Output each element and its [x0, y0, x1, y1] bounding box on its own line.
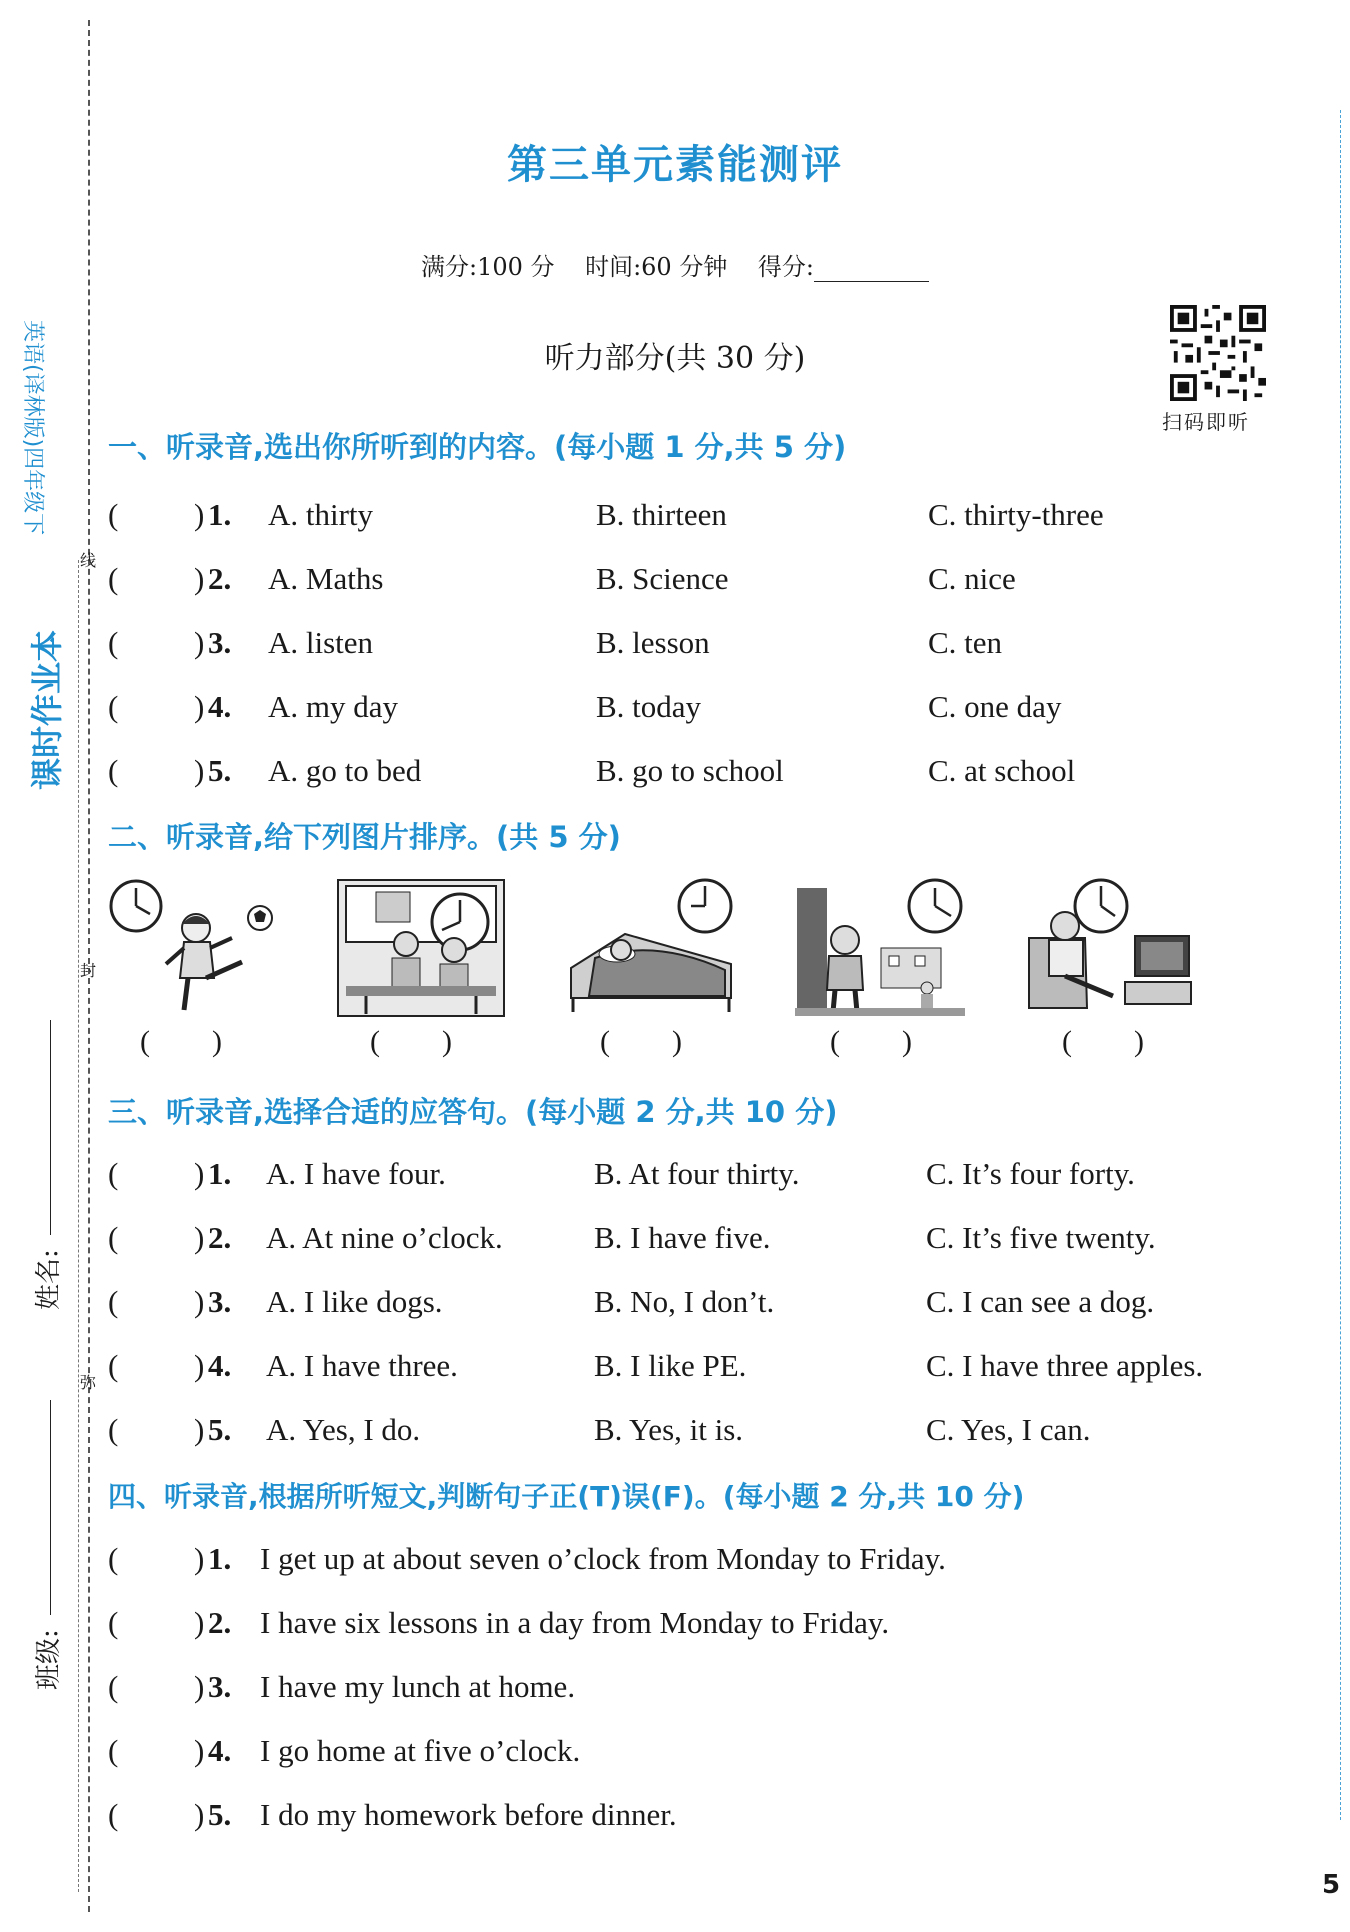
answer-paren-close: ) [194, 1541, 205, 1576]
answer-paren-close: ) [194, 1605, 205, 1640]
section1-heading: 一、听录音,选出你所听到的内容。(每小题 1 分,共 5 分) [108, 430, 847, 464]
listening-points: (共 30 分) [664, 341, 806, 376]
listening-title [0, 333, 1350, 377]
s4-question-1 [108, 1541, 1258, 1581]
question-number: 3. [208, 1669, 232, 1704]
option-a[interactable]: A. Maths [268, 561, 384, 596]
answer-paren-close: ) [194, 1733, 205, 1768]
picture-boy-playing-football [108, 878, 278, 1018]
answer-paren-close: ) [194, 689, 205, 724]
statement-text: I get up at about seven o’clock from Monday to Friday. [260, 1541, 946, 1576]
option-a[interactable]: A. my day [268, 689, 399, 724]
option-c[interactable]: C. thirty-three [928, 497, 1104, 532]
s3-question-4 [108, 1348, 1258, 1388]
answer-paren-close: ) [194, 625, 205, 660]
s4-question-2 [108, 1605, 1258, 1645]
question-number: 3. [208, 625, 232, 660]
listening-title-text: 听力部分 [544, 341, 665, 376]
answer-paren-open[interactable]: ( [108, 497, 119, 532]
class-label: 班级: [34, 1629, 64, 1690]
exam-meta [0, 247, 1350, 282]
option-c[interactable]: C. It’s four forty. [926, 1156, 1135, 1191]
question-number: 5. [208, 1797, 232, 1832]
picture-students-in-class [336, 878, 506, 1018]
option-a[interactable]: A. Yes, I do. [266, 1412, 421, 1447]
question-number: 1. [208, 497, 232, 532]
question-number: 4. [208, 1733, 232, 1768]
question-number: 4. [208, 1348, 232, 1383]
option-c[interactable]: C. at school [928, 753, 1076, 788]
qr-code-icon[interactable] [1170, 305, 1266, 401]
book-brand [22, 590, 66, 790]
qr-label: 扫码即听 [1162, 410, 1250, 434]
answer-paren-open[interactable]: ( [108, 1733, 119, 1768]
answer-paren-close: ) [194, 561, 205, 596]
statement-text: I have six lessons in a day from Monday to Friday. [260, 1605, 890, 1640]
picture-answer-5[interactable]: ( ) [1062, 1025, 1144, 1058]
book-brand-text: 课时作业本 [28, 629, 66, 790]
option-b[interactable]: B. go to school [596, 753, 784, 788]
option-b[interactable]: B. Yes, it is. [594, 1412, 744, 1447]
option-b[interactable]: B. No, I don’t. [594, 1284, 775, 1319]
class-blank[interactable] [50, 1400, 51, 1615]
cut-line-inner [78, 560, 79, 1892]
option-c[interactable]: C. It’s five twenty. [926, 1220, 1156, 1255]
cut-mark-close: 弥 [80, 1373, 97, 1392]
option-a[interactable]: A. At nine o’clock. [266, 1220, 503, 1255]
answer-paren-open[interactable]: ( [108, 689, 119, 724]
option-a[interactable]: A. I have three. [266, 1348, 458, 1383]
section3-heading: 三、听录音,选择合适的应答句。(每小题 2 分,共 10 分) [108, 1095, 838, 1129]
cut-mark-line: 线 [80, 551, 97, 570]
question-number: 5. [208, 1412, 232, 1447]
s3-question-1 [108, 1156, 1258, 1196]
answer-paren-open[interactable]: ( [108, 753, 119, 788]
option-a[interactable]: A. listen [268, 625, 374, 660]
binding-margin [0, 0, 110, 1932]
option-b[interactable]: B. lesson [596, 625, 710, 660]
answer-paren-close: ) [194, 1797, 205, 1832]
page-title: 第三单元素能测评 [507, 142, 843, 188]
s1-question-3 [108, 625, 1208, 665]
s1-question-5 [108, 753, 1208, 793]
name-label: 姓名: [34, 1249, 64, 1310]
answer-paren-open[interactable]: ( [108, 1348, 119, 1383]
answer-paren-open[interactable]: ( [108, 1669, 119, 1704]
question-number: 2. [208, 1220, 232, 1255]
book-subtitle: 英语(译林版)四年级下 [20, 320, 45, 536]
s1-question-4 [108, 689, 1208, 729]
statement-text: I do my homework before dinner. [260, 1797, 677, 1832]
option-c[interactable]: C. one day [928, 689, 1062, 724]
s1-question-1 [108, 497, 1208, 537]
answer-paren-close: ) [194, 1669, 205, 1704]
picture-boy-walking-home [795, 878, 965, 1018]
page-number: 5 [1322, 1870, 1341, 1900]
section2-heading: 二、听录音,给下列图片排序。(共 5 分) [108, 820, 621, 854]
option-a[interactable]: A. thirty [268, 497, 374, 532]
option-c[interactable]: C. I have three apples. [926, 1348, 1204, 1383]
option-b[interactable]: B. At four thirty. [594, 1156, 800, 1191]
cut-mark-seal: 封 [80, 961, 97, 980]
answer-paren-close: ) [194, 1220, 205, 1255]
question-number: 1. [208, 1156, 232, 1191]
statement-text: I go home at five o’clock. [260, 1733, 581, 1768]
statement-text: I have my lunch at home. [260, 1669, 576, 1704]
score-blank[interactable] [814, 259, 929, 282]
answer-paren-close: ) [194, 497, 205, 532]
answer-paren-close: ) [194, 1348, 205, 1383]
picture-answer-4[interactable]: ( ) [830, 1025, 912, 1058]
question-number: 3. [208, 1284, 232, 1319]
option-c[interactable]: C. I can see a dog. [926, 1284, 1155, 1319]
answer-paren-close: ) [194, 1284, 205, 1319]
full-marks: 满分:100 分 [421, 253, 555, 281]
answer-paren-open[interactable]: ( [108, 1156, 119, 1191]
answer-paren-open[interactable]: ( [108, 1605, 119, 1640]
picture-child-sleeping [565, 878, 735, 1018]
answer-paren-open[interactable]: ( [108, 561, 119, 596]
question-number: 4. [208, 689, 232, 724]
s3-question-3 [108, 1284, 1258, 1324]
question-number: 5. [208, 753, 232, 788]
picture-boy-watching-tv [1025, 878, 1195, 1018]
question-number: 2. [208, 1605, 232, 1640]
option-b[interactable]: B. today [596, 689, 702, 724]
answer-paren-open[interactable]: ( [108, 1412, 119, 1447]
option-c[interactable]: C. ten [928, 625, 1003, 660]
s4-question-5 [108, 1797, 1258, 1837]
option-a[interactable]: A. I like dogs. [266, 1284, 443, 1319]
answer-paren-open[interactable]: ( [108, 625, 119, 660]
section4-heading: 四、听录音,根据所听短文,判断句子正(T)误(F)。(每小题 2 分,共 10 分) [108, 1480, 1025, 1513]
option-a[interactable]: A. I have four. [266, 1156, 446, 1191]
answer-paren-open[interactable]: ( [108, 1284, 119, 1319]
answer-paren-open[interactable]: ( [108, 1220, 119, 1255]
option-b[interactable]: B. I like PE. [594, 1348, 747, 1383]
time-limit: 时间:60 分钟 [585, 253, 728, 281]
s3-question-2 [108, 1220, 1258, 1260]
option-a[interactable]: A. go to bed [268, 753, 422, 788]
answer-paren-close: ) [194, 753, 205, 788]
answer-paren-open[interactable]: ( [108, 1541, 119, 1576]
score-label: 得分: [757, 253, 814, 281]
option-b[interactable]: B. Science [596, 561, 729, 596]
picture-answer-1[interactable]: ( ) [140, 1025, 222, 1058]
option-c[interactable]: C. nice [928, 561, 1016, 596]
picture-answer-3[interactable]: ( ) [600, 1025, 682, 1058]
name-blank[interactable] [50, 1020, 51, 1235]
option-b[interactable]: B. I have five. [594, 1220, 771, 1255]
answer-paren-close: ) [194, 1156, 205, 1191]
question-number: 2. [208, 561, 232, 596]
s4-question-3 [108, 1669, 1258, 1709]
question-number: 1. [208, 1541, 232, 1576]
option-c[interactable]: C. Yes, I can. [926, 1412, 1091, 1447]
answer-paren-close: ) [194, 1412, 205, 1447]
picture-answer-2[interactable]: ( ) [370, 1025, 452, 1058]
option-b[interactable]: B. thirteen [596, 497, 727, 532]
s4-question-4 [108, 1733, 1258, 1773]
s3-question-5 [108, 1412, 1258, 1452]
answer-paren-open[interactable]: ( [108, 1797, 119, 1832]
s1-question-2 [108, 561, 1208, 601]
